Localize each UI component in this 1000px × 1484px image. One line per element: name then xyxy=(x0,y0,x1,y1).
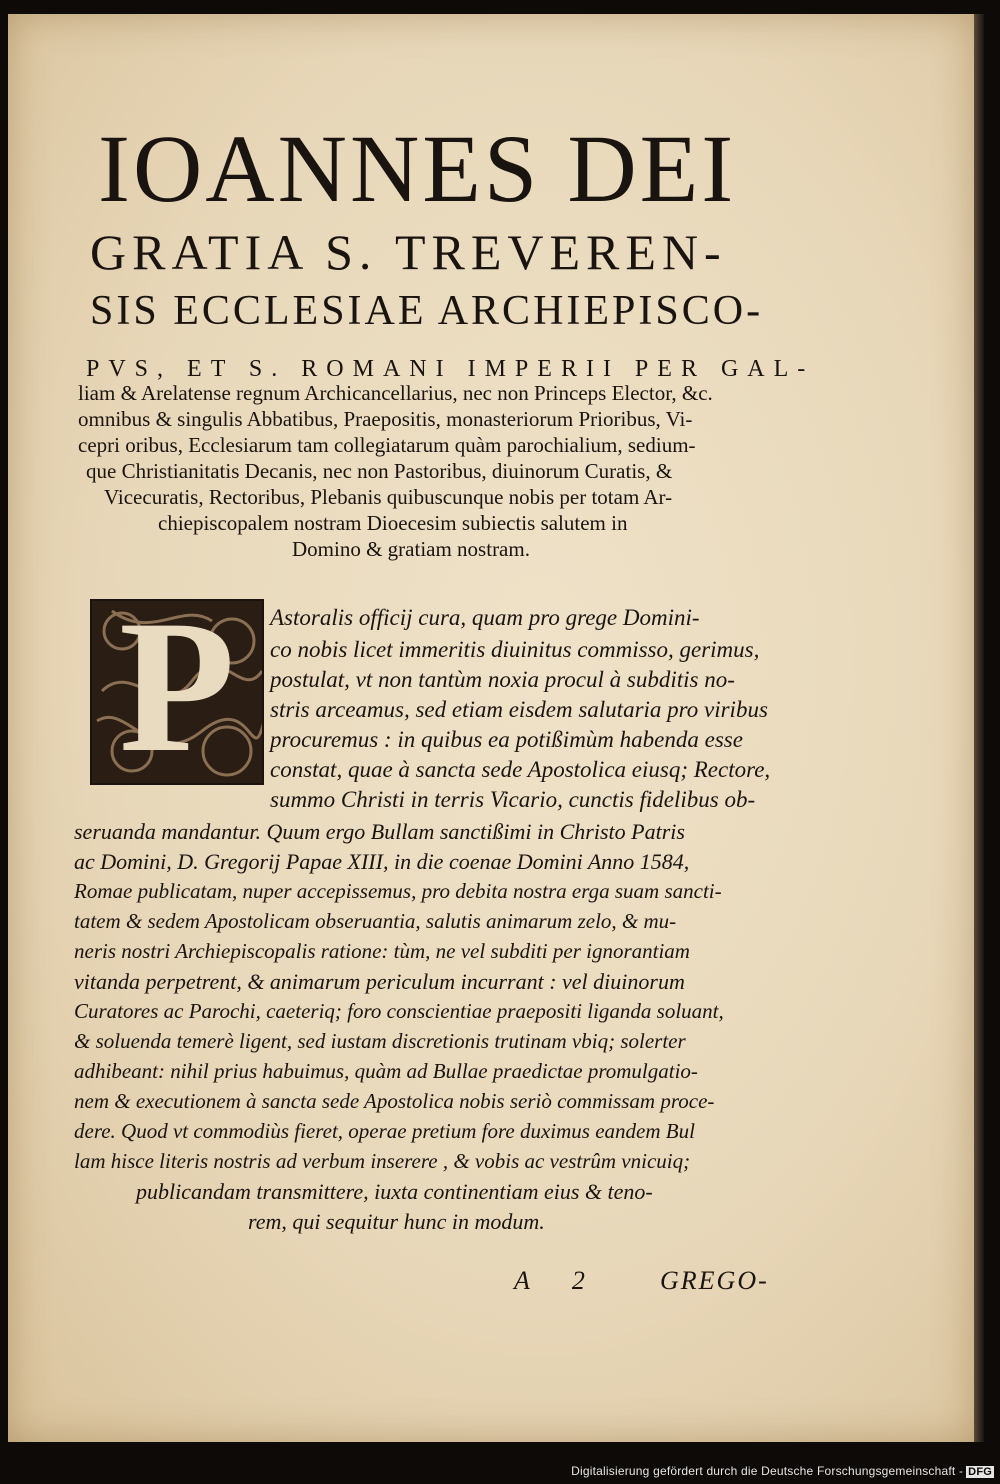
catchword: GREGO- xyxy=(660,1266,769,1295)
body-line: constat, quae à sancta sede Apostolica eiusq; Rectore, xyxy=(270,757,771,782)
dfg-logo: DFG xyxy=(968,1466,992,1478)
address-line: Domino & gratiam nostram. xyxy=(292,537,530,561)
heading-line-2: GRATIA S. TREVEREN- xyxy=(90,224,727,280)
book-page xyxy=(8,14,974,1442)
body-line: rem, qui sequitur hunc in modum. xyxy=(248,1209,545,1234)
body-line: postulat, vt non tantùm noxia procul à subditis no- xyxy=(270,667,735,692)
footer-text: Digitalisierung gefördert durch die Deutsche Forschungsgemeinschaft - xyxy=(571,1464,964,1478)
address-line: que Christianitatis Decanis, nec non Pastoribus, diuinorum Curatis, & xyxy=(86,459,673,483)
page-edge xyxy=(974,14,984,1442)
body-line: Astoralis officij cura, quam pro grege Domini- xyxy=(270,605,700,630)
body-line: & soluenda temerè ligent, sed iustam discretionis trutinam vbiq; solerter xyxy=(74,1029,686,1053)
address-line: Vicecuratis, Rectoribus, Plebanis quibuscunque nobis per totam Ar- xyxy=(104,485,673,509)
body-line: summo Christi in terris Vicario, cunctis fidelibus ob- xyxy=(270,787,756,812)
body-line: ac Domini, D. Gregorij Papae XIII, in die coenae Domini Anno 1584, xyxy=(74,849,690,874)
body-line: tatem & sedem Apostolicam obseruantia, salutis animarum zelo, & mu- xyxy=(74,909,677,933)
heading-line-3: SIS ECCLESIAE ARCHIEPISCO- xyxy=(90,288,764,334)
signature-mark: A 2 xyxy=(514,1266,603,1295)
heading-line-4: PVS, ET S. ROMANI IMPERII PER GAL- xyxy=(86,356,815,382)
address-line: liam & Arelatense regnum Archicancellarius, nec non Princeps Elector, &c. xyxy=(78,381,713,405)
body-line: co nobis licet immeritis diuinitus commisso, gerimus, xyxy=(270,637,760,662)
address-line: cepri oribus, Ecclesiarum tam collegiatarum quàm parochialium, sedium- xyxy=(78,433,696,457)
address-line: chiepiscopalem nostram Dioecesim subiectis salutem in xyxy=(158,511,628,535)
body-line: Romae publicatam, nuper accepissemus, pro debita nostra erga suam sancti- xyxy=(74,879,722,903)
footer-credit xyxy=(571,1464,994,1478)
body-line: lam hisce literis nostris ad verbum inserere , & vobis ac vestrûm vnicuiq; xyxy=(74,1149,691,1173)
body-line: neris nostri Archiepiscopalis ratione: tùm, ne vel subditi per ignorantiam xyxy=(74,939,690,963)
body-line: stris arceamus, sed etiam eisdem salutaria pro viribus xyxy=(270,697,768,722)
initial-letter: P xyxy=(118,599,236,785)
body-line: Curatores ac Parochi, caeteriq; foro conscientiae praepositi liganda soluant, xyxy=(74,999,724,1023)
body-line: procuremus : in quibus ea potißimùm habenda esse xyxy=(270,727,743,752)
body-line: nem & executionem à sancta sede Apostolica nobis seriò commissam proce- xyxy=(74,1089,715,1113)
address-line: omnibus & singulis Abbatibus, Praepositis, monasteriorum Prioribus, Vi- xyxy=(78,407,693,431)
heading-line-1: IOANNES DEI xyxy=(98,115,737,222)
body-line: vitanda perpetrent, & animarum periculum incurrant : vel diuinorum xyxy=(74,969,685,994)
decorated-initial xyxy=(90,599,264,785)
body-line: dere. Quod vt commodiùs fieret, operae pretium fore duximus eandem Bul xyxy=(74,1119,695,1143)
body-line: adhibeant: nihil prius habuimus, quàm ad Bullae praedictae promulgatio- xyxy=(74,1059,698,1083)
body-line: seruanda mandantur. Quum ergo Bullam sanctißimi in Christo Patris xyxy=(74,819,685,844)
body-line: publicandam transmittere, iuxta continentiam eius & teno- xyxy=(136,1179,653,1204)
